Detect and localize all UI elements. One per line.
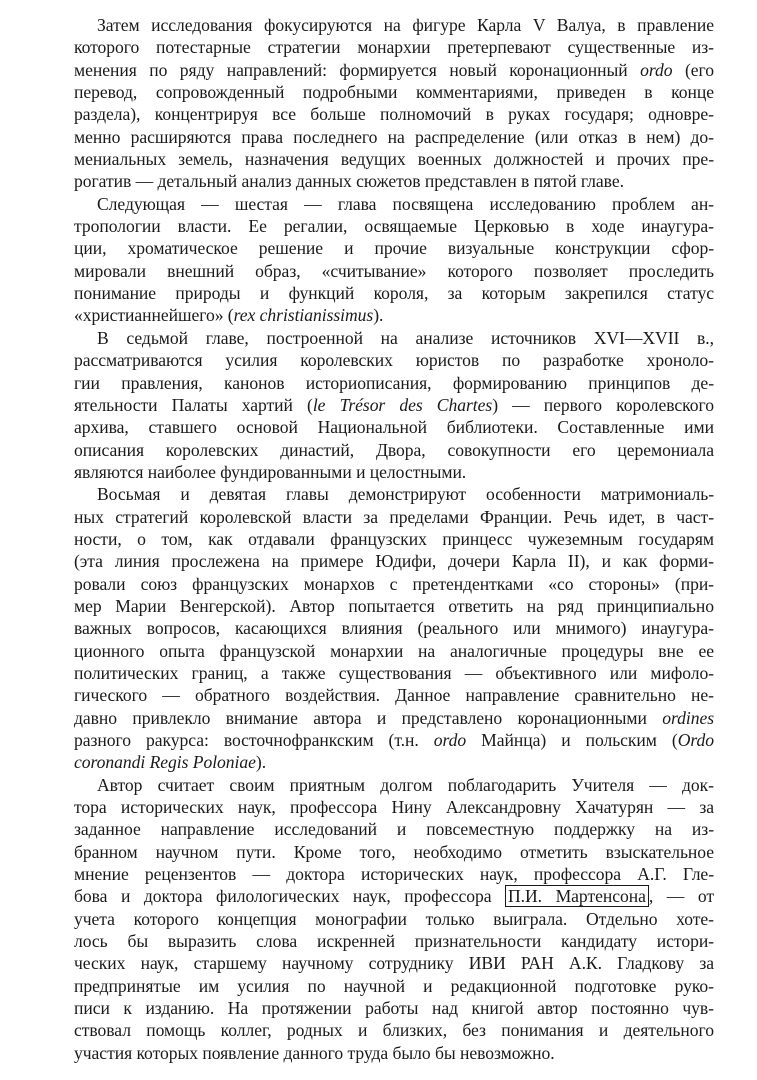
text-segment: политических границ, а также существования — объективного или мифоло- xyxy=(74,662,714,683)
text-line xyxy=(74,260,714,282)
text-segment: мер Марии Венгерской). Автор попытается ответить на ряд принципиально xyxy=(74,595,714,616)
text-segment: архива, ставшего основой Национальной библиотеки. Составленные ими xyxy=(74,417,714,438)
text-segment: описания королевских династий, Двора, совокупности его церемониала xyxy=(74,439,714,460)
book-page-text xyxy=(74,14,714,1064)
text-line xyxy=(74,81,714,103)
text-segment: ствовал помощь коллег, родных и близких, без понимания и деятельного xyxy=(74,1020,714,1041)
italic-term: Ordo xyxy=(677,730,714,750)
text-segment: менения по ряду направлений: формируется новый коронационный xyxy=(74,59,641,80)
text-segment: ятельности Палаты хартий ( xyxy=(74,394,313,415)
text-segment: бова и доктора филологических наук, профессора xyxy=(74,886,506,907)
text-segment: участия которых появление данного труда было бы невозможно. xyxy=(74,1042,555,1063)
text-line xyxy=(74,841,714,863)
text-line xyxy=(74,327,714,349)
text-line xyxy=(74,59,714,81)
text-segment: (его xyxy=(672,59,714,80)
text-line xyxy=(74,707,714,729)
boxed-name: П.И. Мартенсона xyxy=(505,885,649,907)
paragraph xyxy=(74,193,714,327)
text-line xyxy=(74,193,714,215)
text-line xyxy=(74,304,714,326)
text-line xyxy=(74,215,714,237)
text-line xyxy=(74,439,714,461)
text-segment: Затем исследования фокусируются на фигуре Карла V Валуа, в правление xyxy=(97,15,714,35)
italic-term: ordo xyxy=(640,59,673,80)
text-segment: ). xyxy=(373,305,384,326)
text-segment: писи к изданию. На протяжении работы над книгой автор постоянно чув- xyxy=(74,998,714,1019)
text-line xyxy=(74,863,714,885)
text-line xyxy=(74,617,714,639)
text-line xyxy=(74,237,714,259)
text-segment: ). xyxy=(255,752,267,773)
text-segment: тора исторических наук, профессора Нину Александровну Хачатурян — за xyxy=(74,797,714,818)
text-line xyxy=(74,483,714,505)
text-line xyxy=(74,528,714,550)
text-segment: ) — первого королевского xyxy=(492,394,715,415)
text-segment: разного ракурса: восточнофранкским (т.н. xyxy=(74,730,434,750)
text-segment: «христианнейшего» ( xyxy=(74,305,234,326)
text-segment: мениальных земель, назначения ведущих военных должностей и прочих пре- xyxy=(74,149,714,170)
text-segment: Восьмая и девятая главы демонстрируют особенности матримониаль- xyxy=(97,484,714,505)
text-segment: перевод, сопровожденный подробными комментариями, приведен в конце xyxy=(74,82,714,103)
text-line xyxy=(74,349,714,371)
text-segment: важных вопросов, касающихся влияния (реального или мнимого) инаугура- xyxy=(74,618,714,639)
text-line xyxy=(74,729,714,751)
text-line xyxy=(74,506,714,528)
text-segment: гии правления, канонов историописания, формированию принципов де- xyxy=(74,372,714,393)
text-segment: понимание природы и функций короля, за которым закрепился статус xyxy=(74,283,714,304)
text-segment: предпринятые им усилия по научной и редакционной подготовке руко- xyxy=(74,975,714,996)
text-segment: тропологии власти. Ее регалии, освящаемые Церковью в ходе инаугура- xyxy=(74,216,714,237)
text-line xyxy=(74,640,714,662)
paragraph xyxy=(74,327,714,483)
text-line xyxy=(74,908,714,930)
text-segment: бранном научном пути. Кроме того, необходимо отметить взыскательное xyxy=(74,841,714,862)
text-segment: учета которого концепция монографии только выиграла. Отдельно хоте- xyxy=(74,908,714,929)
text-segment: В седьмой главе, построенной на анализе источников XVI—XVII в., xyxy=(97,327,714,348)
text-segment: давно привлекло внимание автора и представлено коронационными xyxy=(74,707,663,728)
text-segment: менно расширяются права последнего на распределение (или отказ в нем) до- xyxy=(74,126,714,147)
text-segment: мнение рецензентов — доктора исторических наук, профессора А.Г. Гле- xyxy=(74,864,714,885)
italic-term: coronandi Regis Poloniae xyxy=(74,752,256,773)
text-line xyxy=(74,751,714,773)
text-segment: лось бы выразить слова искренней признательности кандидату истори- xyxy=(74,931,714,952)
text-segment: раздела), концентрируя все больше полномочий в руках государя; одновре- xyxy=(74,104,714,125)
text-segment: Следующая — шестая — глава посвящена исследованию проблем ан- xyxy=(97,193,714,214)
text-segment: которого потестарные стратегии монархии претерпевают существенные из- xyxy=(74,37,714,58)
text-line xyxy=(74,975,714,997)
text-segment: ровали союз французских монархов с претендентками «со стороны» (при- xyxy=(74,573,714,594)
text-line xyxy=(74,14,714,36)
text-segment: ции, хроматическое решение и прочие визуальные конструкции сфор- xyxy=(74,238,714,259)
text-line xyxy=(74,573,714,595)
text-line xyxy=(74,394,714,416)
text-line xyxy=(74,1042,714,1064)
text-line xyxy=(74,684,714,706)
text-segment: Майнца) и польским ( xyxy=(466,730,678,750)
text-line xyxy=(74,372,714,394)
text-line xyxy=(74,282,714,304)
text-line xyxy=(74,550,714,572)
text-line xyxy=(74,170,714,192)
text-line xyxy=(74,885,714,907)
paragraph xyxy=(74,774,714,1064)
text-line xyxy=(74,416,714,438)
text-segment: Автор считает своим приятным долгом поблагодарить Учителя — док- xyxy=(97,774,714,795)
text-segment: ционного опыта французской монархии на аналогичные процедуры вне ее xyxy=(74,640,714,661)
text-line xyxy=(74,997,714,1019)
text-segment: мировали внешний образ, «считывание» которого позволяет проследить xyxy=(74,260,714,281)
text-line xyxy=(74,595,714,617)
text-line xyxy=(74,103,714,125)
text-line xyxy=(74,930,714,952)
text-line xyxy=(74,952,714,974)
text-line xyxy=(74,126,714,148)
paragraph xyxy=(74,483,714,773)
text-segment: являются наиболее фундированными и целостными. xyxy=(74,461,467,482)
paragraph xyxy=(74,14,714,193)
text-segment: заданное направление исследований и повсеместную поддержку на из- xyxy=(74,819,714,840)
text-segment: ности, о том, как отдавали французских принцесс чужеземным государям xyxy=(74,528,714,549)
text-segment: рогатив — детальный анализ данных сюжетов представлен в пятой главе. xyxy=(74,171,624,192)
italic-term: le Trésor des Chartes xyxy=(312,394,493,415)
text-segment: ных стратегий королевской власти за пределами Франции. Речь идет, в част- xyxy=(74,506,714,527)
text-segment: ческих наук, старшему научному сотруднику ИВИ РАН А.К. Гладкову за xyxy=(74,953,714,974)
italic-term: ordines xyxy=(662,707,714,728)
text-line xyxy=(74,461,714,483)
text-line xyxy=(74,36,714,58)
text-segment: рассматриваются усилия королевских юристов по разработке хроноло- xyxy=(74,350,714,371)
text-segment: гического — обратного воздействия. Данное направление сравнительно не- xyxy=(74,685,714,706)
text-segment: , — от xyxy=(648,886,714,907)
text-line xyxy=(74,662,714,684)
italic-term: ordo xyxy=(433,730,467,750)
italic-term: rex christianissimus xyxy=(233,305,374,326)
text-line xyxy=(74,1019,714,1041)
text-line xyxy=(74,796,714,818)
text-segment: (эта линия прослежена на примере Юдифи, дочери Карла II), и как форми- xyxy=(74,551,714,572)
text-line xyxy=(74,774,714,796)
text-line xyxy=(74,148,714,170)
text-line xyxy=(74,818,714,840)
